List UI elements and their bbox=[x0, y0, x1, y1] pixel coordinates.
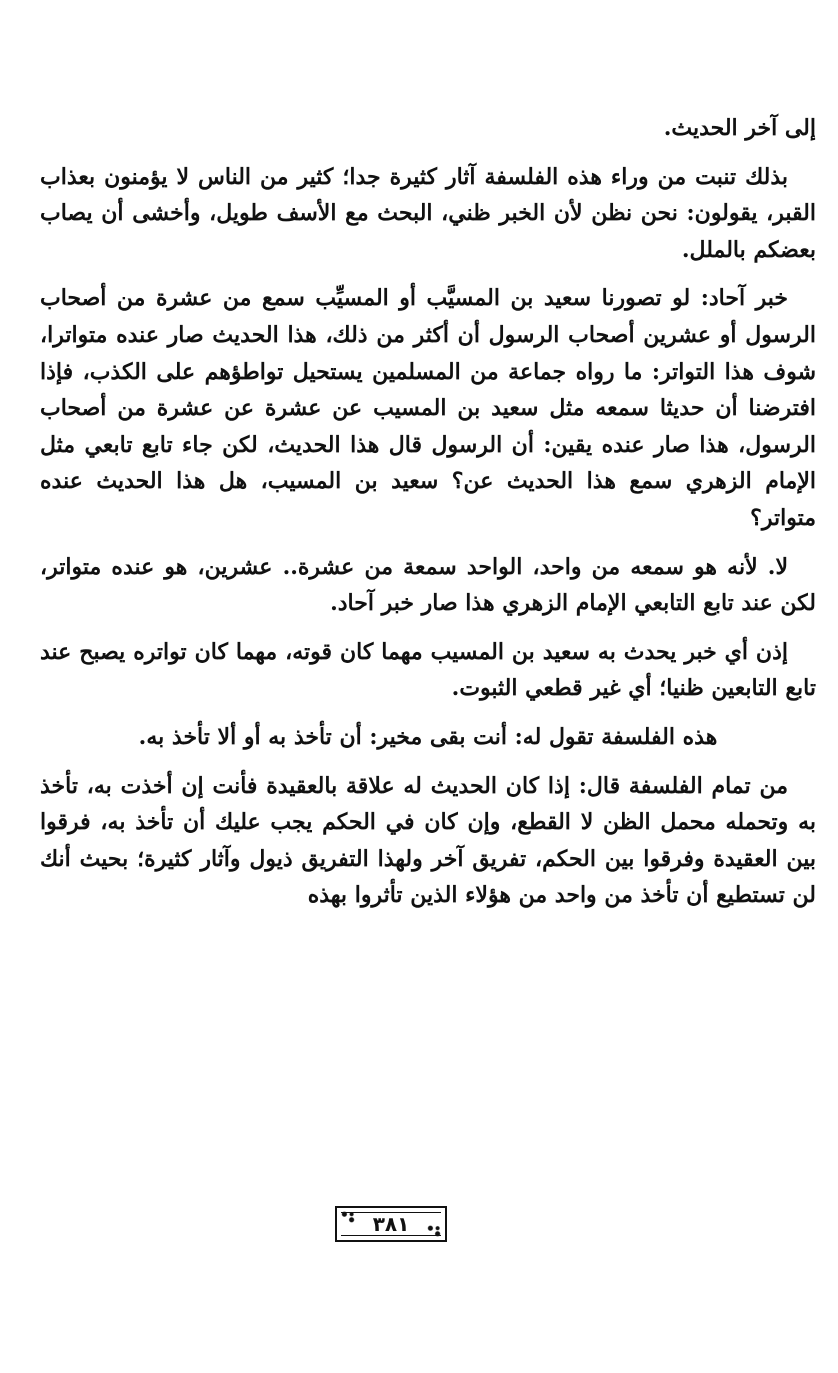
ornament-icon bbox=[425, 1224, 443, 1238]
paragraph-5: إذن أي خبر يحدث به سعيد بن المسيب مهما كان قوته، مهما كان تواتره يصبح عند تابع التابعين ظنيا؛ أي غير قطعي الثبوت. bbox=[40, 638, 816, 702]
paragraph-1: إلى آخر الحديث. bbox=[663, 115, 816, 141]
page-number-frame bbox=[335, 1206, 447, 1242]
body-text bbox=[40, 110, 816, 926]
page-number: ٣٨١ bbox=[372, 1212, 410, 1236]
ornament-icon bbox=[339, 1210, 357, 1224]
paragraph-3: خبر آحاد: لو تصورنا سعيد بن المسيَّب أو المسيِّب سمع من عشرة من أصحاب الرسول أو عشرين أصحاب الرسول أن أكثر من ذلك، هذا الحديث صار عنده متواترا، شوف هذا التواتر: ما رواه جماعة من المسلمين يستحيل تواطؤهم على الكذب، فإذا افترضنا أن حديثا سمعه مثل سعيد بن المسيب عن عشرة عن عشرة من أصحاب الرسول، هذا صار عنده يقين: أن الرسول قال هذا الحديث، لكن جاء تابع تابعي مثل الإمام الزهري سمع هذا الحديث عن؟ سعيد بن المسيب، هل هذا الحديث عنده متواتر؟ bbox=[40, 285, 816, 531]
paragraph-7: من تمام الفلسفة قال: إذا كان الحديث له علاقة بالعقيدة فأنت إن أخذت به، تأخذ به وتحمله محمل الظن لا القطع، وإن كان في الحكم يجب عليك أن تأخذ به، فرقوا بين العقيدة وفرقوا بين الحكم، تفريق آخر ولهذا التفريق ذيول وآثار كثيرة؛ بحيث أنك لن تستطيع أن تأخذ من واحد من هؤلاء الذين تأثروا بهذه bbox=[40, 772, 816, 909]
paragraph-2: بذلك تنبت من وراء هذه الفلسفة آثار كثيرة جدا؛ كثير من الناس لا يؤمنون بعذاب القبر، يقولون: نحن نظن لأن الخبر ظني، البحث مع الأسف طويل، وأخشى أن يصاب بعضكم بالملل. bbox=[40, 163, 816, 263]
paragraph-4: لا. لأنه هو سمعه من واحد، الواحد سمعة من عشرة.. عشرين، هو عنده متواتر، لكن عند تابع التابعي الإمام الزهري هذا صار خبر آحاد. bbox=[40, 553, 816, 617]
paragraph-6: هذه الفلسفة تقول له: أنت بقى مخير: أن تأخذ به أو ألا تأخذ به. bbox=[138, 723, 718, 750]
